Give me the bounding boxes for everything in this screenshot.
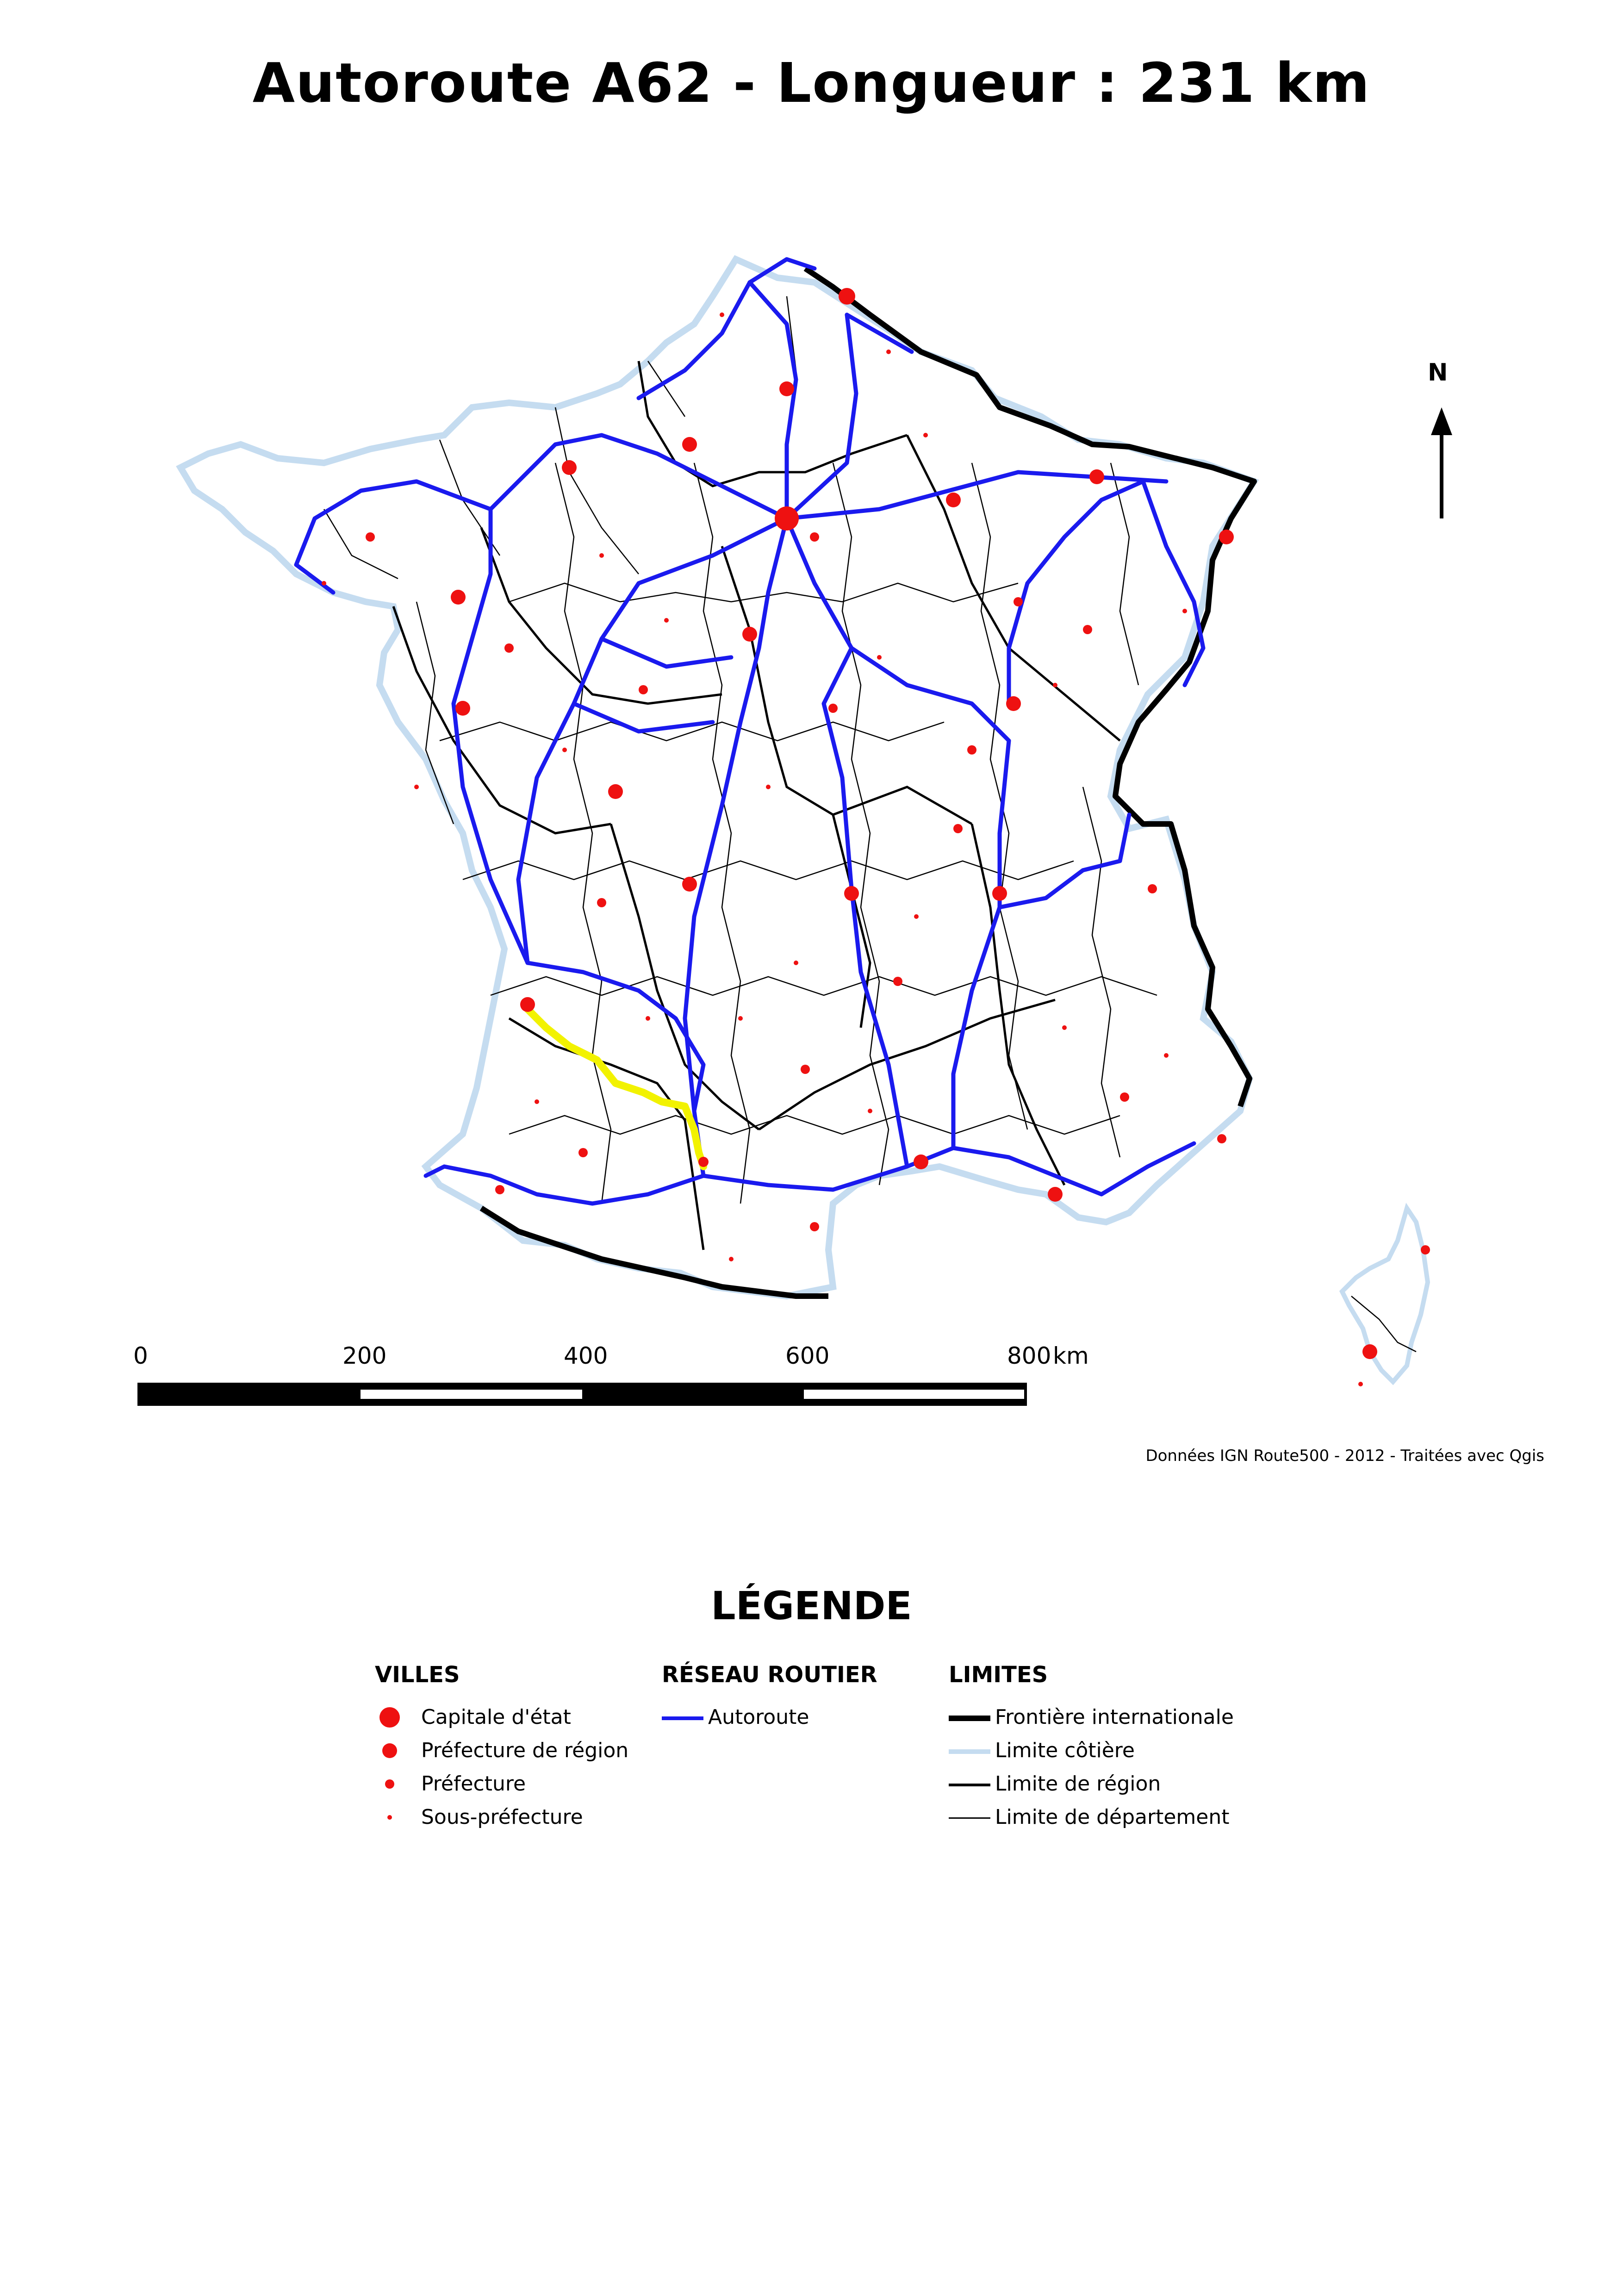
city-sub (599, 553, 604, 558)
city-prefecture (810, 532, 819, 542)
city-prefecture (1083, 625, 1092, 634)
legend-item-prefecture-region (375, 1737, 629, 1770)
legend-item-departement (949, 1803, 1230, 1837)
legend-item-autoroute (662, 1703, 877, 1737)
scale-tick-800: 800 (1007, 1342, 1051, 1369)
city-prefecture (639, 685, 648, 694)
city-prefecture (953, 824, 963, 833)
city-prefecture-region (914, 1154, 928, 1169)
legend-label: Sous-préfecture (421, 1805, 583, 1829)
data-source: Données IGN Route500 - 2012 - Traitées avec Qgis (1145, 1447, 1544, 1465)
city-prefecture-region (779, 381, 794, 396)
city-prefecture-region (1089, 469, 1104, 484)
city-prefecture (1217, 1134, 1226, 1143)
legend-label: Capitale d'état (421, 1705, 571, 1729)
city-prefecture (504, 643, 514, 653)
legend-label: Autoroute (708, 1705, 809, 1729)
city-sub (886, 349, 891, 354)
prefecture-region-symbol (382, 1743, 397, 1758)
prefecture-symbol (385, 1779, 394, 1789)
legend-item-region (949, 1770, 1161, 1803)
legend-reseau (662, 1662, 877, 1737)
city-sub (923, 433, 928, 437)
international-border (481, 268, 1254, 1296)
city-sub (720, 312, 724, 317)
city-sub (1182, 609, 1187, 613)
cotiere-symbol (949, 1749, 990, 1754)
city-sub (794, 961, 798, 965)
cities (322, 288, 1430, 1386)
a62-highlight (528, 1009, 703, 1167)
department-boundaries (324, 296, 1416, 1352)
city-sub (322, 581, 326, 586)
scale-unit: km (1053, 1342, 1089, 1369)
city-prefecture (1148, 884, 1157, 893)
city-prefecture-region (451, 590, 466, 605)
city-prefecture-region (520, 997, 535, 1012)
city-sub (664, 618, 669, 623)
legend-label: Limite de département (995, 1805, 1230, 1829)
legend-item-frontiere (949, 1703, 1234, 1737)
city-sub (914, 914, 919, 919)
city-sub (562, 748, 567, 752)
city-prefecture (597, 898, 606, 907)
city-prefecture (1014, 597, 1023, 606)
legend-item-cotiere (949, 1737, 1135, 1770)
city-prefecture-region (608, 784, 623, 799)
capitale-symbol (379, 1707, 400, 1728)
city-prefecture (828, 704, 838, 713)
city-prefecture-region (844, 886, 859, 901)
city-prefecture (801, 1065, 810, 1074)
city-sub (646, 1016, 650, 1021)
city-prefecture (698, 1157, 709, 1167)
city-prefecture-region (1219, 530, 1234, 544)
city-prefecture (1120, 1092, 1129, 1102)
autoroute-symbol (662, 1716, 703, 1720)
city-prefecture-region (1006, 696, 1021, 711)
north-label: N (1428, 359, 1448, 387)
city-prefecture (366, 532, 375, 542)
legend-label: Limite côtière (995, 1739, 1135, 1762)
city-prefecture (810, 1222, 819, 1231)
city-sub (1062, 1025, 1067, 1030)
north-arrow (1431, 407, 1452, 518)
city-prefecture (495, 1185, 504, 1194)
corsica-coastline (1342, 1208, 1428, 1382)
city-prefecture-region (839, 288, 855, 305)
city-prefecture-region (682, 437, 697, 452)
city-sub (729, 1257, 734, 1261)
legend-villes-heading: VILLES (375, 1662, 460, 1688)
legend-label: Préfecture (421, 1772, 526, 1796)
city-prefecture (578, 1148, 588, 1157)
legend-item-prefecture (375, 1770, 526, 1803)
city-prefecture-region (742, 627, 757, 642)
city-sub (1164, 1053, 1169, 1058)
frontiere-symbol (949, 1716, 990, 1721)
city-sub (1053, 683, 1057, 687)
city-sub (766, 785, 771, 789)
legend-villes (375, 1662, 629, 1837)
map-title: Autoroute A62 - Longueur : 231 km (252, 51, 1371, 115)
city-prefecture-region (562, 460, 577, 475)
scale-tick-0: 0 (133, 1342, 148, 1369)
scale-bar (139, 1384, 1026, 1404)
legend-limites (949, 1662, 1234, 1837)
legend-item-sous-prefecture (375, 1803, 583, 1837)
city-sub (738, 1016, 743, 1021)
city-prefecture (1421, 1245, 1430, 1254)
city-prefecture-region (682, 877, 697, 892)
city-prefecture (893, 977, 902, 986)
city-sub (868, 1109, 872, 1113)
legend-label: Frontière internationale (995, 1705, 1234, 1729)
city-prefecture-region (1362, 1344, 1377, 1359)
city-prefecture-region (1048, 1187, 1063, 1202)
city-paris (775, 506, 799, 530)
sous-prefecture-symbol (387, 1815, 392, 1820)
scale-tick-600: 600 (785, 1342, 830, 1369)
city-prefecture-region (992, 886, 1007, 901)
city-sub (877, 655, 882, 660)
city-prefecture-region (455, 701, 470, 716)
legend-title: LÉGENDE (711, 1583, 912, 1628)
city-prefecture-region (946, 493, 961, 507)
legend-label: Préfecture de région (421, 1739, 629, 1762)
departement-symbol (949, 1817, 990, 1819)
legend-limites-heading: LIMITES (949, 1662, 1048, 1688)
city-prefecture (967, 745, 976, 755)
city-sub (535, 1099, 539, 1104)
scale-tick-200: 200 (342, 1342, 387, 1369)
scale-tick-400: 400 (564, 1342, 608, 1369)
city-sub (414, 785, 419, 789)
legend-item-capitale (375, 1703, 571, 1737)
legend-label: Limite de région (995, 1772, 1161, 1796)
city-sub (1358, 1382, 1363, 1386)
legend-reseau-heading: RÉSEAU ROUTIER (662, 1662, 877, 1688)
region-symbol (949, 1784, 990, 1786)
